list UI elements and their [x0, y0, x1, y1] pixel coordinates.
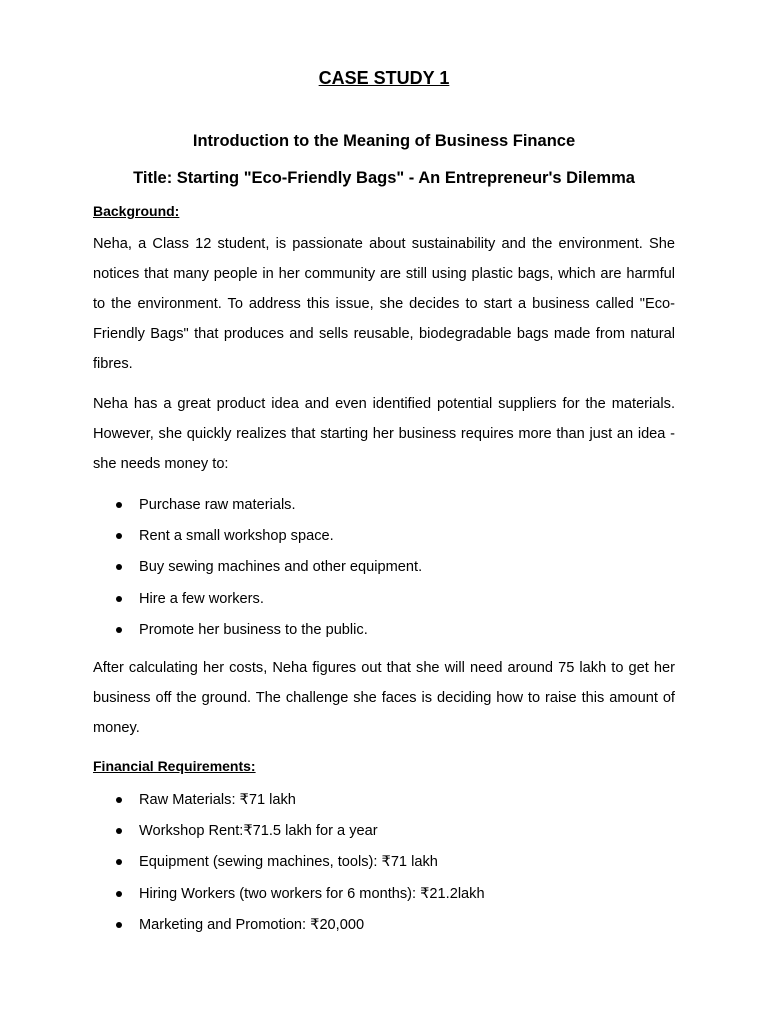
- list-item: [93, 556, 675, 587]
- funding-needs-list: [93, 494, 675, 650]
- bullet-icon: [116, 922, 122, 928]
- financial-requirements-list: [93, 789, 675, 945]
- bullet-icon: [116, 502, 122, 508]
- background-paragraph-2: Neha has a great product idea and even identified potential suppliers for the materials. However, she quickly realizes that starting her business requires more than just an idea - she needs money to:: [93, 396, 675, 472]
- list-item-text: Rent a small workshop space.: [139, 528, 334, 545]
- list-item: [93, 789, 675, 820]
- list-item-text: Hire a few workers.: [139, 590, 264, 607]
- bullet-icon: [116, 596, 122, 602]
- list-item: [93, 588, 675, 619]
- list-item-text: Marketing and Promotion: ₹20,000: [139, 916, 365, 933]
- background-paragraph-1: Neha, a Class 12 student, is passionate about sustainability and the environment. She notices that many people in her community are still using plastic bags, which are harmful to the environment. To address this issue, she decides to start a business called "Eco-Friendly Bags" that produces and sells reusable, biodegradable bags made from natural fibres.: [93, 236, 675, 372]
- list-item: [93, 820, 675, 851]
- bullet-icon: [116, 533, 122, 539]
- list-item: [93, 619, 675, 650]
- list-item-text: Promote her business to the public.: [139, 621, 368, 638]
- background-paragraph-3: After calculating her costs, Neha figures out that she will need around 75 lakh to get her business off the ground. The challenge she faces is deciding how to raise this amount of money.: [93, 660, 675, 736]
- list-item-text: Purchase raw materials.: [139, 497, 296, 513]
- list-item: [93, 914, 675, 945]
- list-item: [93, 525, 675, 556]
- bullet-icon: [116, 564, 122, 570]
- bullet-icon: [116, 828, 122, 834]
- list-item: [93, 494, 675, 525]
- bullet-icon: [116, 797, 122, 803]
- list-item-text: Raw Materials: ₹71 lakh: [139, 792, 296, 808]
- list-item: [93, 851, 675, 882]
- case-study-title: CASE STUDY 1: [318, 68, 450, 88]
- list-item: [93, 883, 675, 914]
- bullet-icon: [116, 859, 122, 865]
- document-title: Title: Starting "Eco-Friendly Bags" - An Entrepreneur's Dilemma: [133, 169, 635, 187]
- list-item-text: Workshop Rent:₹71.5 lakh for a year: [139, 823, 378, 840]
- list-item-text: Hiring Workers (two workers for 6 months): ₹21.2lakh: [139, 885, 485, 902]
- intro-title: Introduction to the Meaning of Business Finance: [192, 132, 576, 150]
- background-heading: Background:: [93, 203, 180, 219]
- bullet-icon: [116, 627, 122, 633]
- bullet-icon: [116, 891, 122, 897]
- list-item-text: Equipment (sewing machines, tools): ₹71 lakh: [139, 854, 438, 871]
- list-item-text: Buy sewing machines and other equipment.: [139, 559, 423, 576]
- financial-requirements-heading: Financial Requirements:: [93, 758, 256, 774]
